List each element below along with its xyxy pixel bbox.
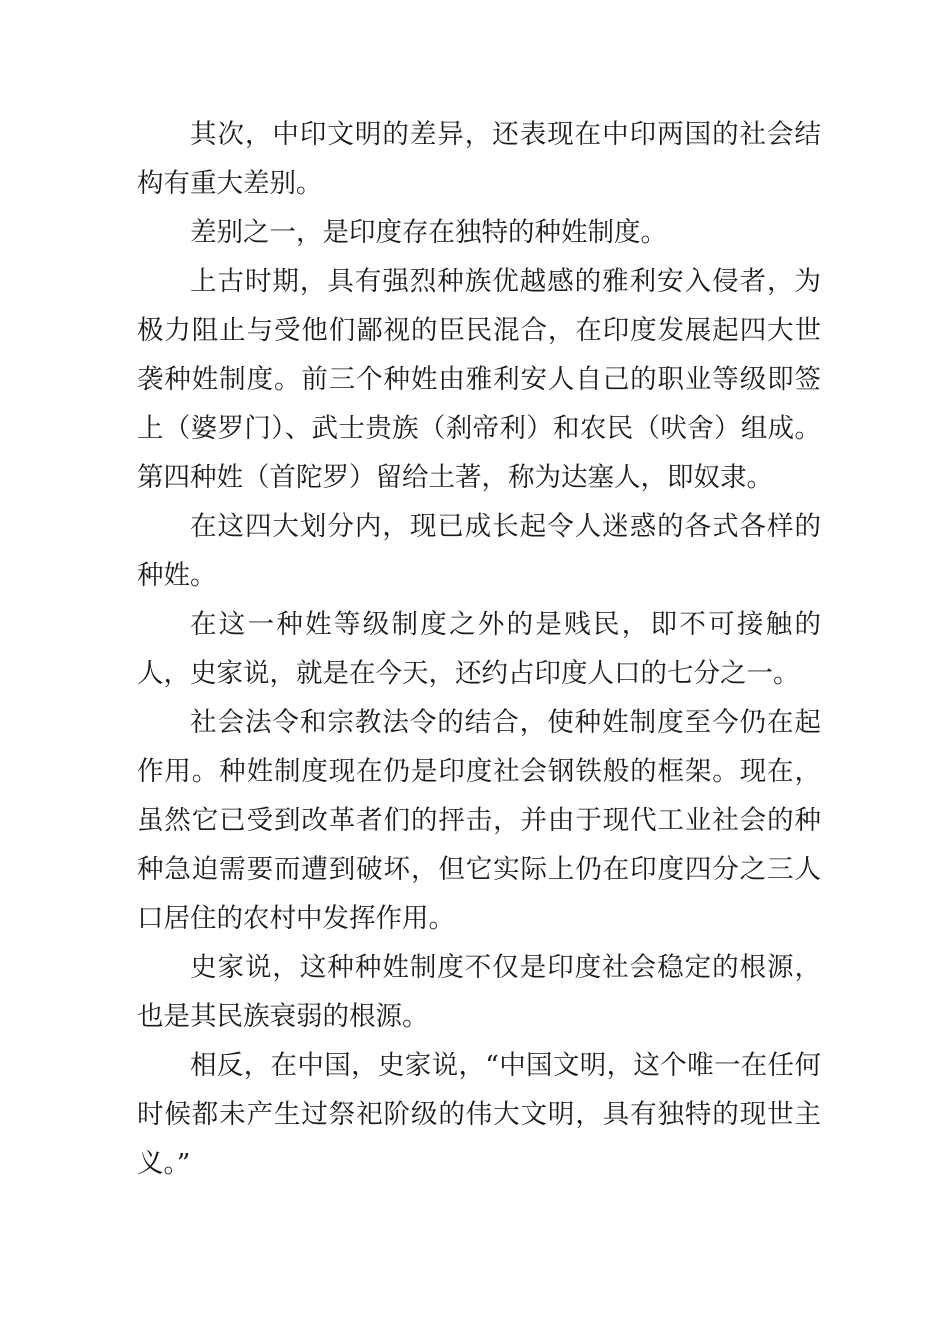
paragraph: 在这四大划分内，现已成长起令人迷惑的各式各样的种姓。 xyxy=(137,511,821,591)
body-text xyxy=(137,110,821,1188)
paragraph: 上古时期，具有强烈种族优越感的雅利安入侵者，为极力阻止与受他们鄙视的臣民混合，在印度发展起四大世袭种姓制度。前三个种姓由雅利安人自己的职业等级即签上（婆罗门）、武士贵族（刹帝利）和农民（吠舍）组成。第四种姓（首陀罗）留给土著，称为达塞人，即奴隶。 xyxy=(137,266,821,493)
paragraph: 差别之一，是印度存在独特的种姓制度。 xyxy=(190,217,667,248)
paragraph: 社会法令和宗教法令的结合，使种姓制度至今仍在起作用。种姓制度现在仍是印度社会钢铁般的框架。现在，虽然它已受到改革者们的抨击，并由于现代工业社会的种种急迫需要而遭到破坏，但它实际上仍在印度四分之三人口居住的农村中发挥作用。 xyxy=(137,707,821,934)
paragraph: 史家说，这种种姓制度不仅是印度社会稳定的根源，也是其民族衰弱的根源。 xyxy=(137,952,821,1032)
paragraph: 相反，在中国，史家说，“中国文明，这个唯一在任何时候都未产生过祭祀阶级的伟大文明，具有独特的现世主义。” xyxy=(137,1050,821,1179)
paragraph: 在这一种姓等级制度之外的是贱民，即不可接触的人，史家说，就是在今天，还约占印度人口的七分之一。 xyxy=(137,609,821,689)
paragraph: 其次，中印文明的差异，还表现在中印两国的社会结构有重大差别。 xyxy=(137,119,821,199)
